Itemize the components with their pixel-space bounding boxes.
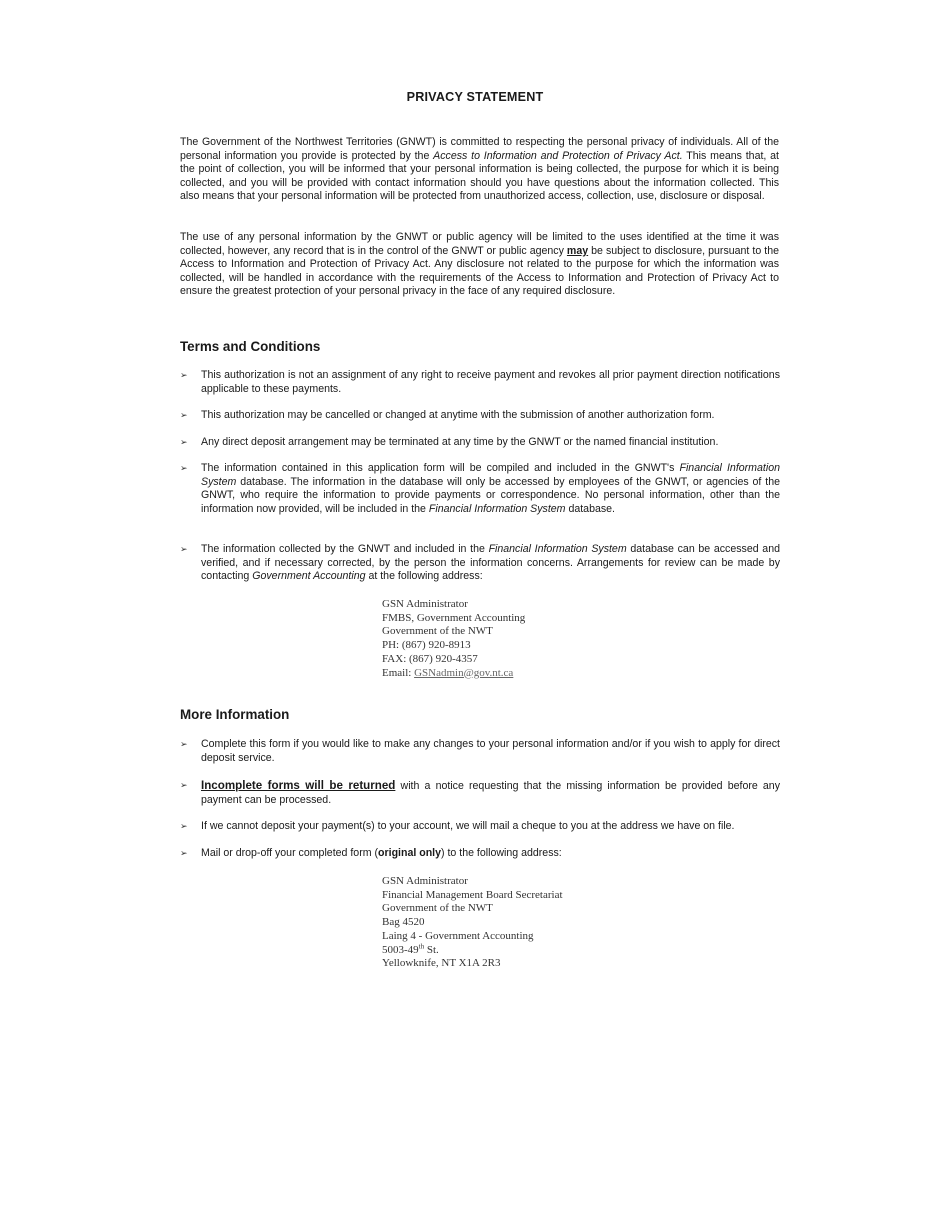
- list-item: ➢ This authorization may be cancelled or changed at anytime with the submission of another authorization form.: [180, 409, 715, 421]
- list-item: ➢ Incomplete forms will be returned with a notice requesting that the missing information be provided before any payment can be processed.: [180, 779, 780, 806]
- more-information-heading: More Information: [180, 707, 290, 722]
- arrow-bullet-icon: ➢: [180, 544, 188, 554]
- email-link[interactable]: GSNadmin@gov.nt.ca: [414, 666, 514, 679]
- list-item: ➢ This authorization is not an assignment of any right to receive payment and revokes all prior payment direction notifications applicable to these payments.: [180, 369, 780, 395]
- arrow-bullet-icon: ➢: [180, 463, 188, 473]
- list-item: ➢ The information contained in this application form will be compiled and included in the GNWT's Financial Information System database. The information in the database will only be accessed by employees of the GNWT, or agencies of the GNWT, who require the information to provide payments or correspondence. No personal information, other than the information now provided, will be included in the Financial Information System database.: [180, 462, 780, 515]
- list-item: ➢ If we cannot deposit your payment(s) to your account, we will mail a cheque to you at the address we have on file.: [180, 820, 735, 832]
- page-title: PRIVACY STATEMENT: [406, 90, 544, 104]
- arrow-bullet-icon: ➢: [180, 437, 188, 447]
- list-item: ➢ Mail or drop-off your completed form (original only) to the following address:: [180, 847, 562, 859]
- arrow-bullet-icon: ➢: [180, 739, 188, 749]
- list-item: ➢ Complete this form if you would like to make any changes to your personal information and/or if you wish to apply for direct deposit service.: [180, 738, 780, 764]
- terms-heading: Terms and Conditions: [180, 339, 321, 354]
- list-item: ➢ The information collected by the GNWT and included in the Financial Information System database can be accessed and verified, and if necessary corrected, by the person the information concerns. Arrangements for review can be made by contacting Government Accounting at the following address:: [180, 543, 780, 583]
- contact-address-block: GSN Administrator FMBS, Government Accounting Government of the NWT PH: (867) 920-8913 FAX: (867) 920-4357 Email: GSNadmin@gov.nt.ca: [382, 598, 526, 679]
- arrow-bullet-icon: ➢: [180, 410, 188, 420]
- intro-paragraph-2: The use of any personal information by the GNWT or public agency will be limited to the uses identified at the time it was collected, however, any record that is in the control of the GNWT or public agency may be subject to disclosure, pursuant to the Access to Information and Protection of Privacy Act. Any disclosure not related to the purpose for which the information was collected, will be handled in accordance with the requirements of the Access to Information and Protection of Privacy Act to ensure the greatest protection of your personal privacy in the face of any required disclosure.: [180, 231, 779, 298]
- arrow-bullet-icon: ➢: [180, 821, 188, 831]
- arrow-bullet-icon: ➢: [180, 848, 188, 858]
- list-item: ➢ Any direct deposit arrangement may be terminated at any time by the GNWT or the named financial institution.: [180, 436, 719, 448]
- arrow-bullet-icon: ➢: [180, 780, 188, 790]
- arrow-bullet-icon: ➢: [180, 370, 188, 380]
- intro-paragraph-1: The Government of the Northwest Territories (GNWT) is committed to respecting the personal privacy of individuals. All of the personal information you provide is protected by the Access to Information and Protection of Privacy Act. This means that, at the point of collection, you will be informed that your personal information is being collected, the purpose for which it is being collected, and you will be provided with contact information should you have questions about the information collected. This also means that your personal information will be protected from unauthorized access, collection, use, disclosure or disposal.: [180, 136, 779, 203]
- mailing-address-block: GSN Administrator Financial Management Board Secretariat Government of the NWT Bag 4520 Laing 4 - Government Accounting 5003-49th St. Yellowknife, NT X1A 2R3: [382, 875, 563, 970]
